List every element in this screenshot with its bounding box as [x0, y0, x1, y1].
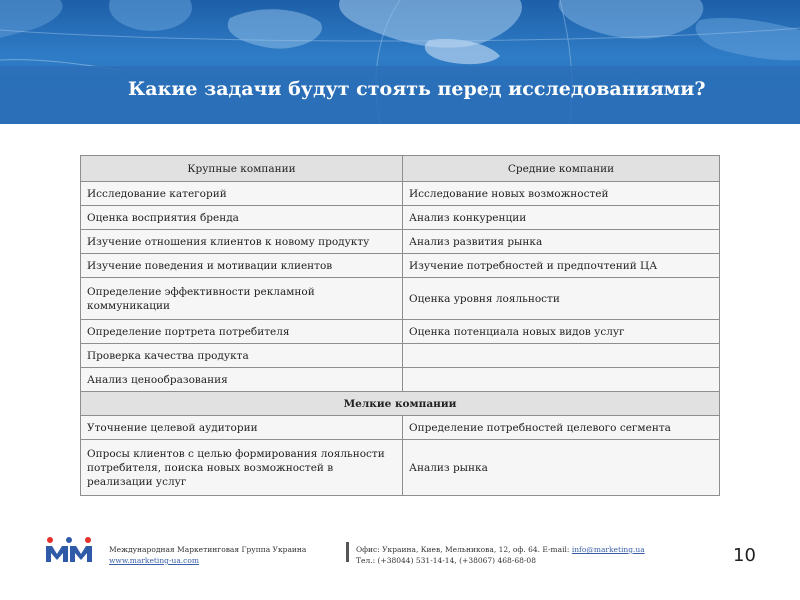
table-cell: Исследование новых возможностей	[403, 182, 720, 206]
footer-divider	[346, 542, 349, 562]
table-cell: Оценка восприятия бренда	[81, 206, 403, 230]
table-row	[81, 368, 720, 392]
table-row	[81, 230, 720, 254]
table-row	[81, 182, 720, 206]
table-row	[81, 320, 720, 344]
table-cell: Опросы клиентов с целью формирования лояльности потребителя, поиска новых возможностей в реализации услуг	[81, 440, 403, 496]
mmg-logo-icon	[44, 536, 94, 564]
footer-contacts	[356, 544, 645, 566]
table-cell: Уточнение целевой аудитории	[81, 416, 403, 440]
org-name: Международная Маркетинговая Группа Украина	[109, 545, 307, 554]
table-row	[81, 440, 720, 496]
header-large-companies: Крупные компании	[81, 156, 403, 182]
table-cell: Определение потребностей целевого сегмента	[403, 416, 720, 440]
website-link[interactable]: www.marketing-ua.com	[109, 556, 199, 565]
header-small-companies: Мелкие компании	[81, 392, 720, 416]
table-cell	[403, 368, 720, 392]
table-row	[81, 206, 720, 230]
office-address-line	[356, 544, 645, 555]
table-row	[81, 254, 720, 278]
world-map-background	[0, 0, 800, 124]
table-cell: Проверка качества продукта	[81, 344, 403, 368]
table-cell: Анализ ценообразования	[81, 368, 403, 392]
section-header-row	[81, 392, 720, 416]
table-cell: Изучение потребностей и предпочтений ЦА	[403, 254, 720, 278]
email-link[interactable]: info@marketing.ua	[571, 545, 645, 554]
table-cell: Анализ развития рынка	[403, 230, 720, 254]
table-cell: Определение эффективности рекламной коммуникации	[81, 278, 403, 320]
phone-numbers: Тел.: (+38044) 531-14-14, (+38067) 468-68-08	[356, 556, 536, 565]
office-address: Офис: Украина, Киев, Мельникова, 12, оф. 64. E-mail:	[356, 545, 572, 554]
table-cell: Определение портрета потребителя	[81, 320, 403, 344]
header-medium-companies: Средние компании	[403, 156, 720, 182]
tasks-table	[80, 155, 720, 496]
table-cell: Оценка потенциала новых видов услуг	[403, 320, 720, 344]
table-cell: Анализ рынка	[403, 440, 720, 496]
table-cell: Изучение поведения и мотивации клиентов	[81, 254, 403, 278]
page-number: 10	[733, 545, 756, 566]
table-cell: Исследование категорий	[81, 182, 403, 206]
table-cell	[403, 344, 720, 368]
title-banner	[0, 0, 800, 124]
slide-title: Какие задачи будут стоять перед исследованиями?	[128, 78, 706, 100]
footer-organization	[109, 544, 306, 566]
table-row	[81, 416, 720, 440]
table-header-row	[81, 156, 720, 182]
table-cell: Оценка уровня лояльности	[403, 278, 720, 320]
table-cell: Изучение отношения клиентов к новому продукту	[81, 230, 403, 254]
table-row	[81, 278, 720, 320]
table-cell: Анализ конкуренции	[403, 206, 720, 230]
table-row	[81, 344, 720, 368]
